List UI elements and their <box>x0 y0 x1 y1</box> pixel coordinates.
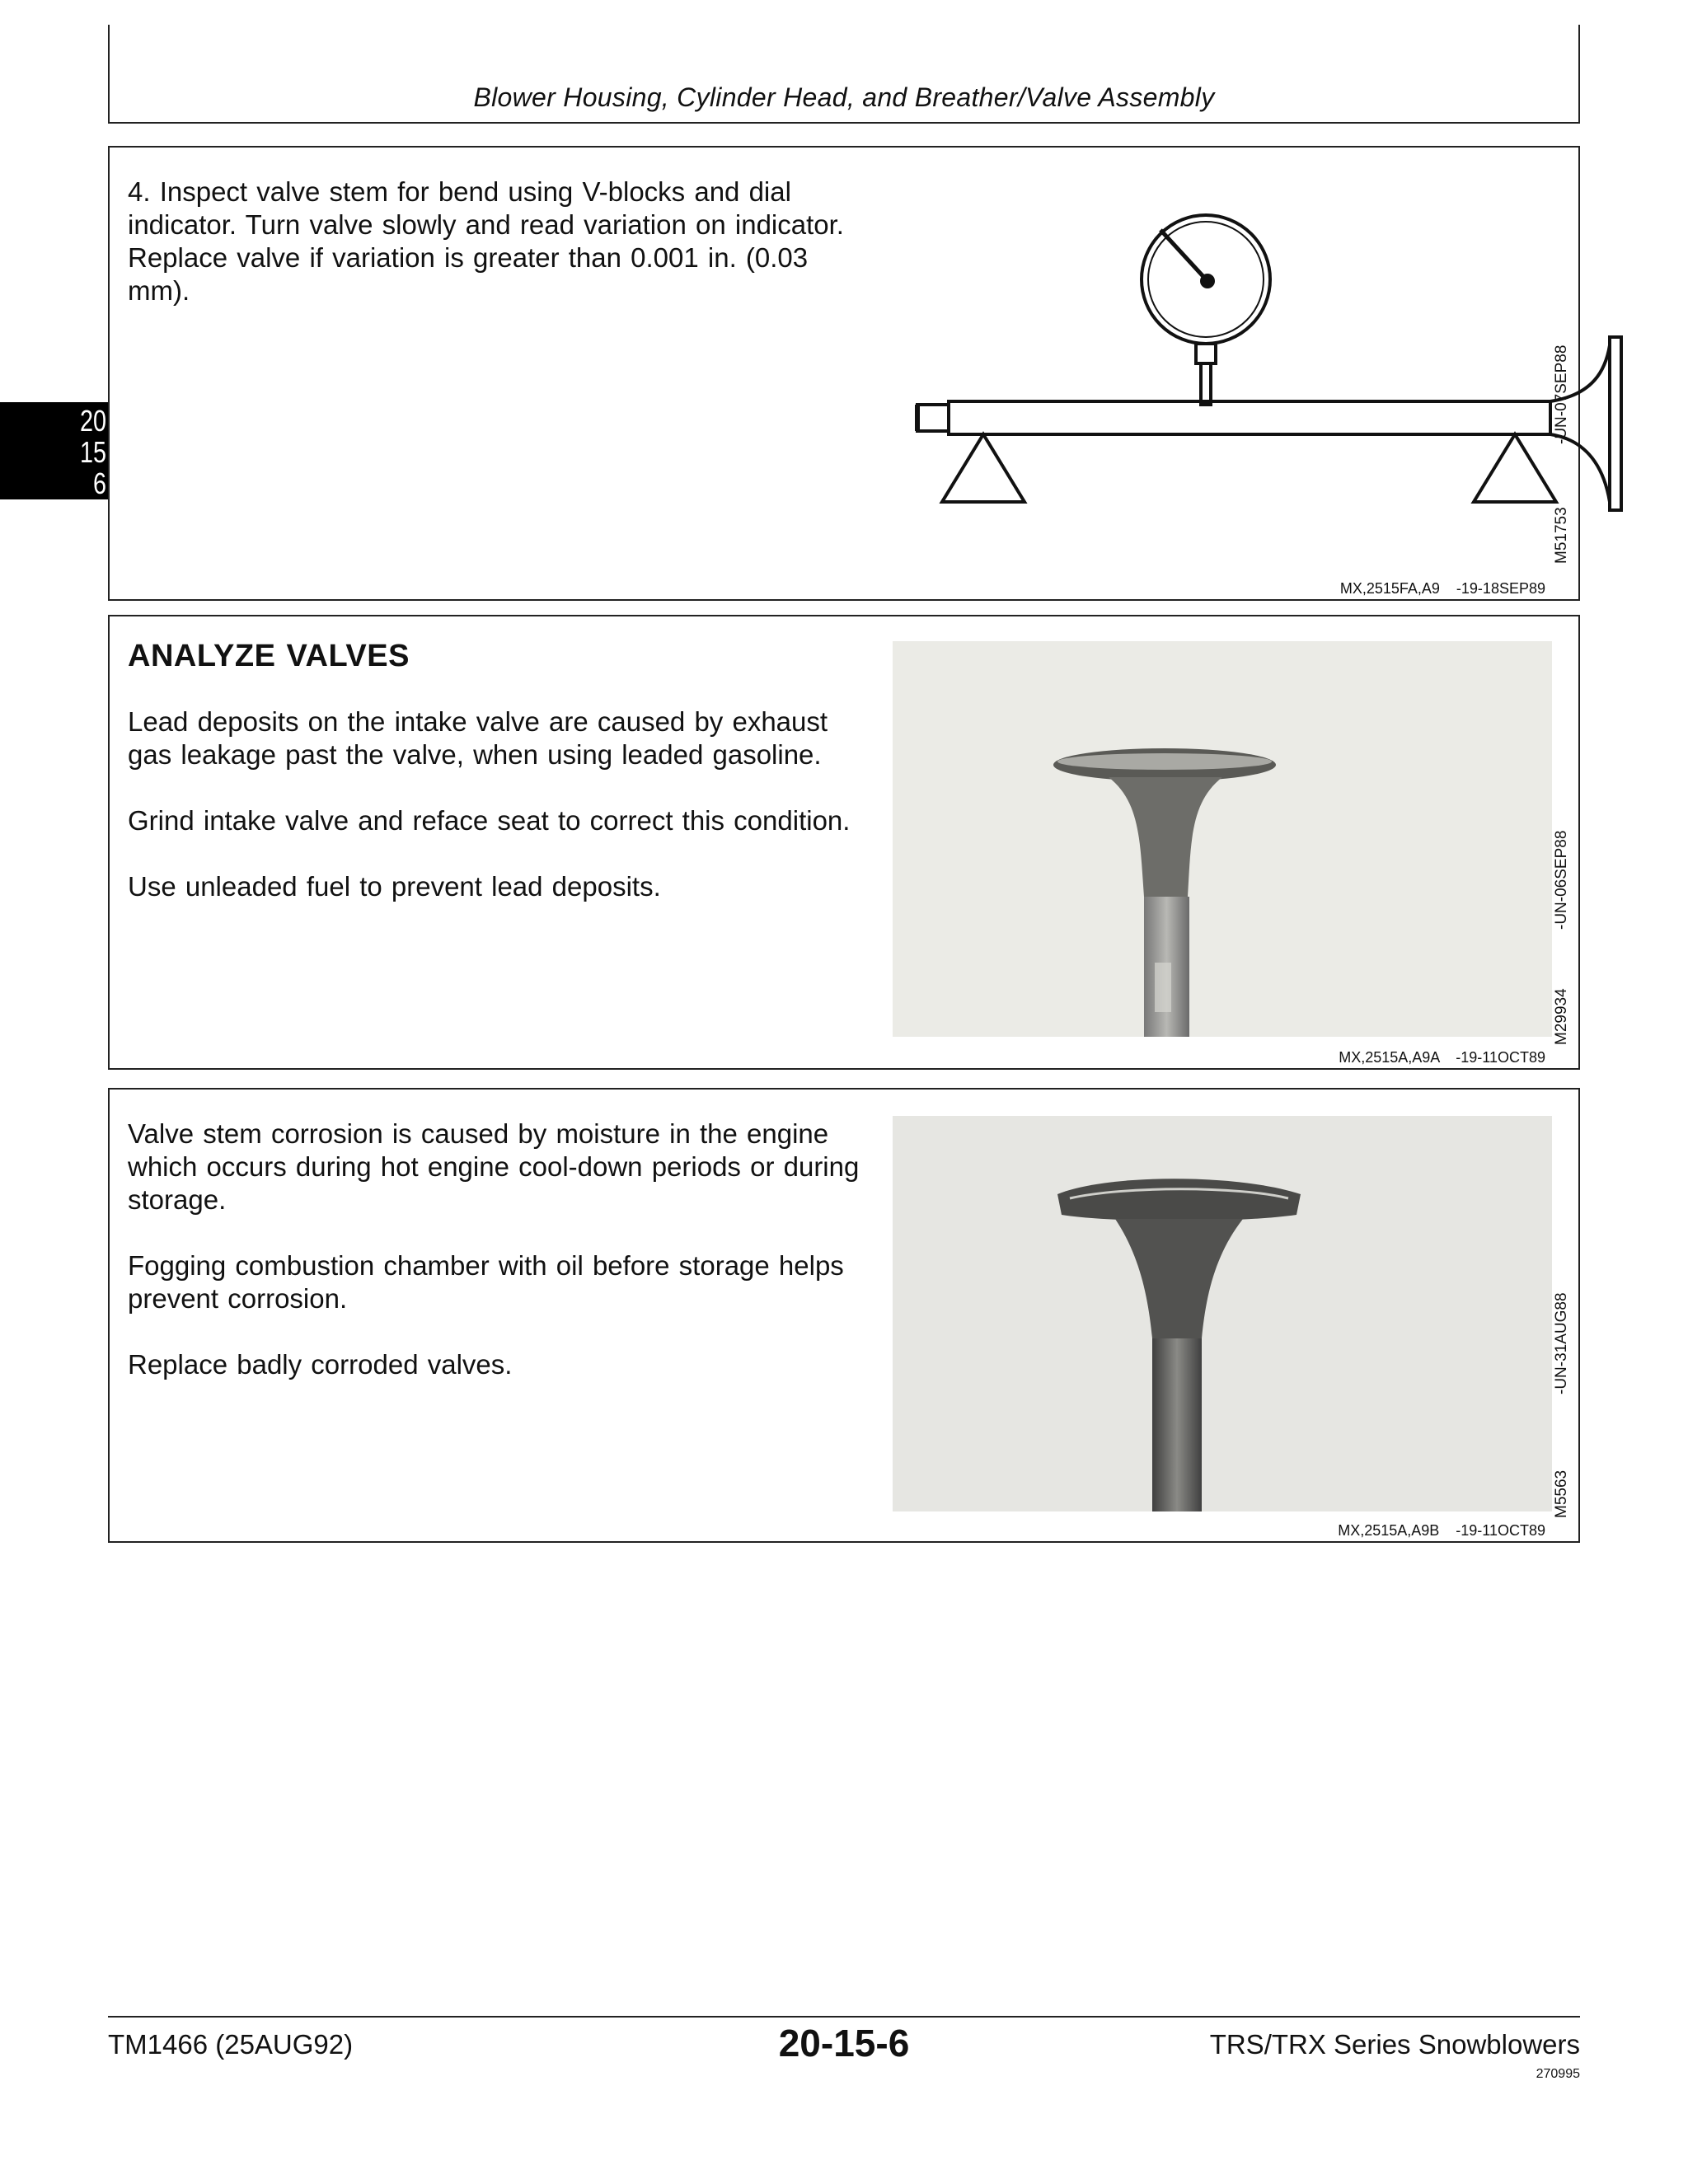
paragraph-grind-valve: Grind intake valve and reface seat to correct this condition. <box>128 805 851 836</box>
paragraph-lead-deposits: Lead deposits on the intake valve are caused by exhaust gas leakage past the valve, when using leaded gasoline. <box>128 706 828 770</box>
footer-page-number: 20-15-6 <box>778 2022 910 2064</box>
section-valve-stem-corrosion <box>108 1088 1580 1543</box>
running-header-title: Blower Housing, Cylinder Head, and Breather/Valve Assembly <box>473 82 1215 112</box>
reference-code: MX,2515A,A9B -19-11OCT89 <box>1338 1522 1545 1539</box>
section-inspect-valve-stem <box>108 146 1580 601</box>
section-text <box>128 1118 870 1414</box>
paragraph-unleaded-fuel: Use unleaded fuel to prevent lead deposits. <box>128 871 661 902</box>
section-text <box>128 640 870 936</box>
paragraph-replace-valves: Replace badly corroded valves. <box>128 1349 513 1380</box>
section-tab-line-2: 15 <box>79 435 106 469</box>
instruction-paragraph: 4. Inspect valve stem for bend using V-blocks and dial indicator. Turn valve slowly and read variation on indicator. Replace valve if variation is greater than 0.001 in. (0.03 mm). <box>128 176 844 306</box>
figure-id-label: M51753 <box>1553 507 1570 564</box>
figure-id-label: M5563 <box>1553 1469 1570 1518</box>
figure-date-label: -UN-07SEP88 <box>1553 344 1570 444</box>
section-tab-line-3: 6 <box>92 466 106 500</box>
section-text <box>128 176 870 340</box>
reference-code: MX,2515A,A9A -19-11OCT89 <box>1339 1049 1545 1066</box>
dial-indicator-illustration <box>884 213 1626 576</box>
section-tab <box>0 402 108 499</box>
figure-id-label: M29934 <box>1553 988 1570 1045</box>
paragraph-fogging: Fogging combustion chamber with oil before storage helps prevent corrosion. <box>128 1250 844 1314</box>
footer-print-code: 270995 <box>1536 2067 1580 2081</box>
figure-date-label: -UN-06SEP88 <box>1553 830 1570 930</box>
lead-deposit-valve-photo <box>893 641 1552 1037</box>
footer-product-name: TRS/TRX Series Snowblowers <box>1209 2029 1580 2060</box>
corroded-valve-photo <box>893 1116 1552 1511</box>
section-heading: ANALYZE VALVES <box>128 639 410 673</box>
paragraph-corrosion-cause: Valve stem corrosion is caused by moisture in the engine which occurs during hot engine cool-down periods or during storage. <box>128 1118 860 1215</box>
dial-needle <box>1160 230 1207 281</box>
figure-date-label: -UN-31AUG88 <box>1553 1292 1570 1394</box>
reference-code: MX,2515FA,A9 -19-18SEP89 <box>1339 580 1545 597</box>
footer-manual-id: TM1466 (25AUG92) <box>108 2029 354 2060</box>
section-tab-line-1: 20 <box>79 404 106 438</box>
section-analyze-valves <box>108 615 1580 1070</box>
footer-rule <box>108 2016 1580 2018</box>
